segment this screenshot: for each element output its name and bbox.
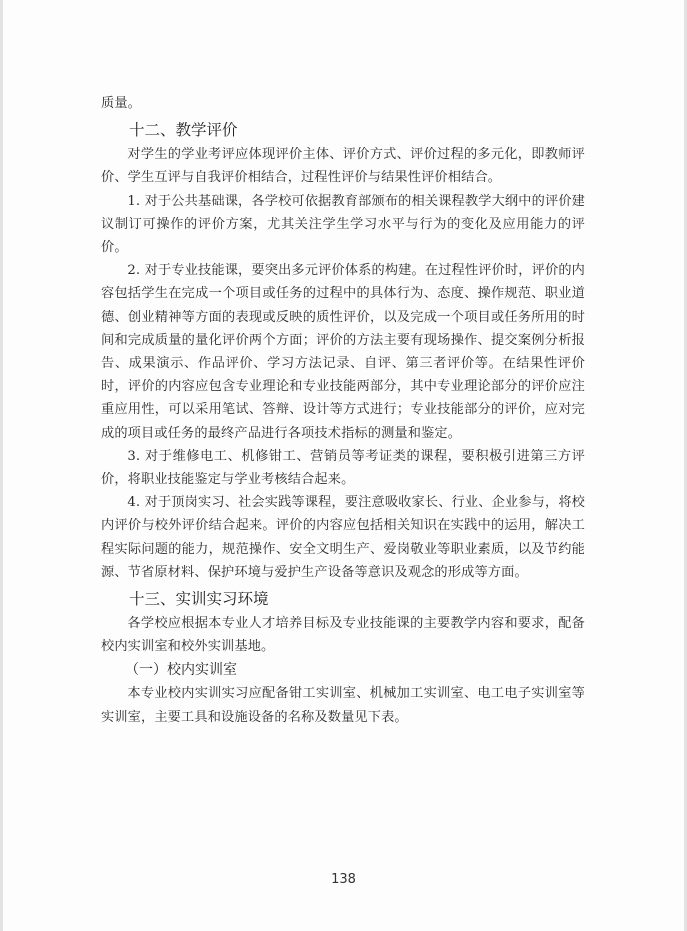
lead-line: 质量。	[101, 96, 142, 111]
section-12-intro: 对学生的学业考评应体现评价主体、评价方式、评价过程的多元化，即教师评价、学生互评与自我评价相结合，过程性评价与结果性评价相结合。	[101, 147, 585, 186]
section-13-body: 本专业校内实训实习应配备钳工实训室、机械加工实训室、电工电子实训室等实训室，主要工具和设施设备的名称及数量见下表。	[101, 686, 585, 725]
section-12-heading: 十二、教学评价	[129, 121, 238, 140]
section-12-item-4: 4. 对于顶岗实习、社会实践等课程，要注意吸收家长、行业、企业参与，将校内评价与校外评价结合起来。评价的内容应包括相关知识在实践中的运用，解决工程实际问题的能力，规范操作、安全文明生产、爱岗敬业等职业素质，以及节约能源、节省原材料、保护环境与爱护生产设备等意识及观念的形成等方面。	[101, 495, 585, 580]
page-edge-left	[0, 0, 3, 931]
section-13-intro: 各学校应根据本专业人才培养目标及专业技能课的主要教学内容和要求，配备校内实训室和校外实训基地。	[101, 616, 585, 655]
page-number: 138	[331, 872, 356, 887]
section-12-item-3: 3. 对于维修电工、机修钳工、营销员等考证类的课程，要积极引进第三方评价，将职业技能鉴定与学业考核结合起来。	[101, 448, 585, 488]
section-12-item-2: 2. 对于专业技能课，要突出多元评价体系的构建。在过程性评价时，评价的内容包括学生在完成一个项目或任务的过程中的具体行为、态度、操作规范、职业道德、创业精神等方面的表现或反映的质性评价，以及完成一个项目或任务所用的时间和完成质量的量化评价两个方面；评价的方法主要有现场操作、提交案例分析报告、成果演示、作品评价、学习方法记录、自评、第三者评价等。在结果性评价时，评价的内容应包含专业理论和专业技能两部分，其中专业理论部分的评价应注重应用性，可以采用笔试、答辩、设计等方式进行；专业技能部分的评价，应对完成的项目或任务的最终产品进行各项技术指标的测量和鉴定。	[101, 263, 585, 441]
section-13-heading: 十三、实训实习环境	[129, 590, 269, 609]
section-12-item-1: 1. 对于公共基础课，各学校可依据教育部颁布的相关课程教学大纲中的评价建议制订可操作的评价方案，尤其关注学生学习水平与行为的变化及应用能力的评价。	[101, 193, 585, 256]
page-content	[101, 92, 585, 729]
section-13-subheading: （一）校内实训室	[125, 662, 237, 679]
